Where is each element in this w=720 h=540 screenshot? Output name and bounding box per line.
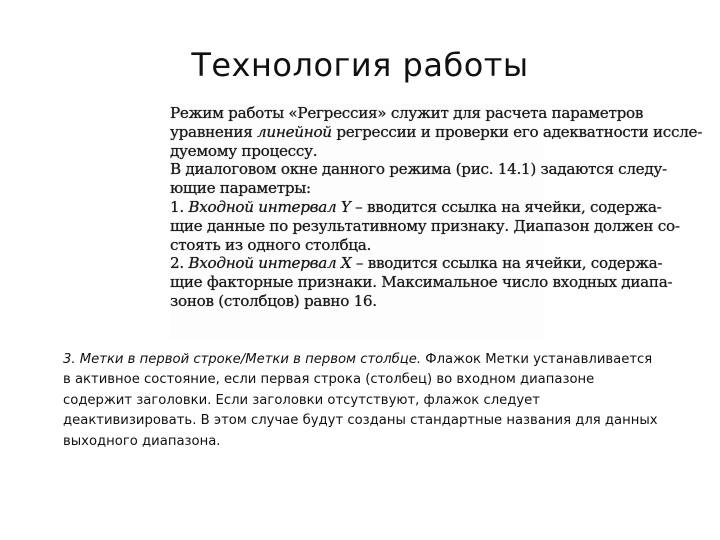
scan-line: щие факторные признаки. Максимальное число входных диапа- <box>170 273 673 292</box>
scan-line: 1. Входной интервал Y – вводится ссылка на ячейки, содержа- <box>170 197 662 216</box>
paragraph-lead: 3. Метки в первой строке/Метки в первом столбце. <box>63 352 422 367</box>
scan-line: Режим работы «Регрессия» служит для расчета параметров <box>170 104 644 122</box>
scan-line: 2. Входной интервал X – вводится ссылка на ячейки, содержа- <box>170 254 663 273</box>
scan-line: щие данные по результативному признаку. Диапазон должен со- <box>170 216 680 235</box>
scan-line: ющие параметры: <box>170 179 311 198</box>
paragraph-text: Флажок Метки устанавливается в активное состояние, если первая строка (столбец) во входном диапазоне содержит заголовки. Если заголовки отсутствуют, флажок следует деактивизировать. В этом случае будут созданы стандартные названия для данных выходного диапазона. <box>63 352 658 449</box>
slide-title: Технология работы <box>191 46 529 84</box>
scan-line: стоять из одного столбца. <box>170 235 372 254</box>
body-paragraph <box>63 350 663 452</box>
scan-line: В диалоговом окне данного режима (рис. 14.1) задаются следу- <box>170 160 667 179</box>
scan-line: уравнения линейной регрессии и проверки его адекватности иссле- <box>170 122 703 141</box>
scanned-text-image <box>170 104 703 340</box>
scan-line: дуемому процессу. <box>170 141 318 160</box>
scan-line: зонов (столбцов) равно 16. <box>170 291 377 310</box>
